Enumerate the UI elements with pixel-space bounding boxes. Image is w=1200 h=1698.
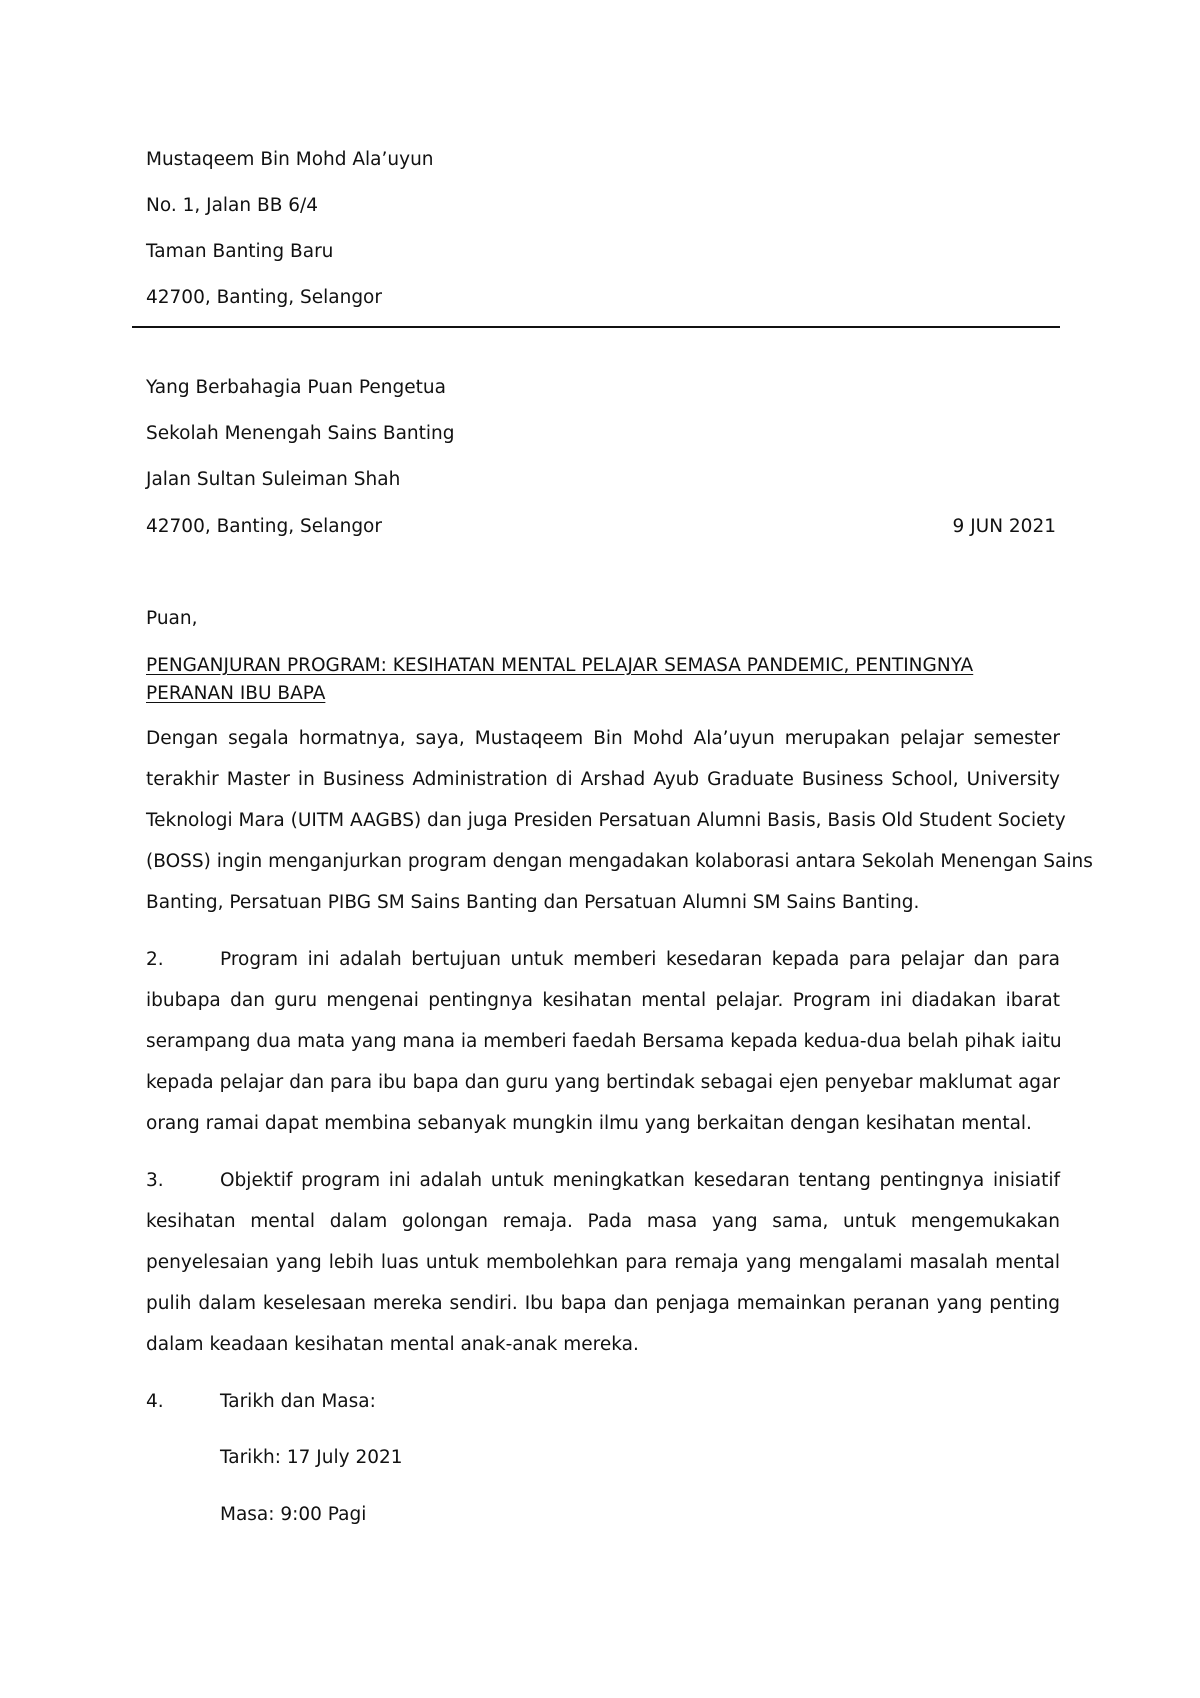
para3-first-text: Objektif program ini adalah untuk meningkatkan kesedaran tentang pentingnya inisiatif (220, 1170, 1060, 1191)
para4-heading: Tarikh dan Masa: (220, 1391, 376, 1412)
para3-line: pulih dalam keselesaan mereka sendiri. Ibu bapa dan penjaga memainkan peranan yang penting (146, 1293, 1060, 1314)
sender-address-line-3: 42700, Banting, Selangor (146, 287, 382, 308)
para3-line: kesihatan mental dalam golongan remaja. Pada masa yang sama, untuk mengemukakan (146, 1211, 1060, 1232)
sender-name: Mustaqeem Bin Mohd Ala’uyun (146, 149, 434, 170)
para2-first-line (146, 948, 1060, 972)
para3-line: dalam keadaan kesihatan mental anak-anak mereka. (146, 1334, 639, 1355)
para3-number: 3. (146, 1170, 164, 1191)
sender-address-line-1: No. 1, Jalan BB 6/4 (146, 195, 319, 216)
recipient-city: 42700, Banting, Selangor (146, 516, 382, 537)
intro-line: Teknologi Mara (UITM AAGBS) dan juga Presiden Persatuan Alumni Basis, Basis Old Student Society (146, 810, 1066, 831)
para2-line: kepada pelajar dan para ibu bapa dan guru yang bertindak sebagai ejen penyebar maklumat agar (146, 1072, 1060, 1093)
header-divider (132, 326, 1060, 328)
letter-date: 9 JUN 2021 (952, 516, 1056, 537)
para2-first-text: Program ini adalah bertujuan untuk memberi kesedaran kepada para pelajar dan para (220, 949, 1060, 970)
para3-line: penyelesaian yang lebih luas untuk membolehkan para remaja yang mengalami masalah mental (146, 1252, 1060, 1273)
subject-line-2: PERANAN IBU BAPA (146, 683, 326, 704)
recipient-school: Sekolah Menengah Sains Banting (146, 423, 455, 444)
recipient-street: Jalan Sultan Suleiman Shah (146, 469, 401, 490)
para3-first-line (146, 1169, 1060, 1193)
subject-line-1: PENGANJURAN PROGRAM: KESIHATAN MENTAL PELAJAR SEMASA PANDEMIC, PENTINGNYA (146, 655, 974, 676)
para2-line: serampang dua mata yang mana ia memberi faedah Bersama kepada kedua-dua belah pihak iaitu (146, 1031, 1062, 1052)
intro-line: Banting, Persatuan PIBG SM Sains Banting dan Persatuan Alumni SM Sains Banting. (146, 892, 920, 913)
para4-tarikh: Tarikh: 17 July 2021 (220, 1447, 403, 1468)
salutation: Puan, (146, 608, 198, 629)
para4-masa: Masa: 9:00 Pagi (220, 1504, 367, 1525)
recipient-title: Yang Berbahagia Puan Pengetua (146, 377, 446, 398)
para2-line: orang ramai dapat membina sebanyak mungkin ilmu yang berkaitan dengan kesihatan mental. (146, 1113, 1032, 1134)
intro-line: Dengan segala hormatnya, saya, Mustaqeem Bin Mohd Ala’uyun merupakan pelajar semester (146, 728, 1060, 749)
para4-number: 4. (146, 1391, 164, 1412)
para2-line: ibubapa dan guru mengenai pentingnya kesihatan mental pelajar. Program ini diadakan ibarat (146, 990, 1060, 1011)
intro-line: terakhir Master in Business Administration di Arshad Ayub Graduate Business School, University (146, 769, 1060, 790)
sender-address-line-2: Taman Banting Baru (146, 241, 334, 262)
para2-number: 2. (146, 949, 164, 970)
intro-line: (BOSS) ingin menganjurkan program dengan mengadakan kolaborasi antara Sekolah Menengan Sains (146, 851, 1093, 872)
